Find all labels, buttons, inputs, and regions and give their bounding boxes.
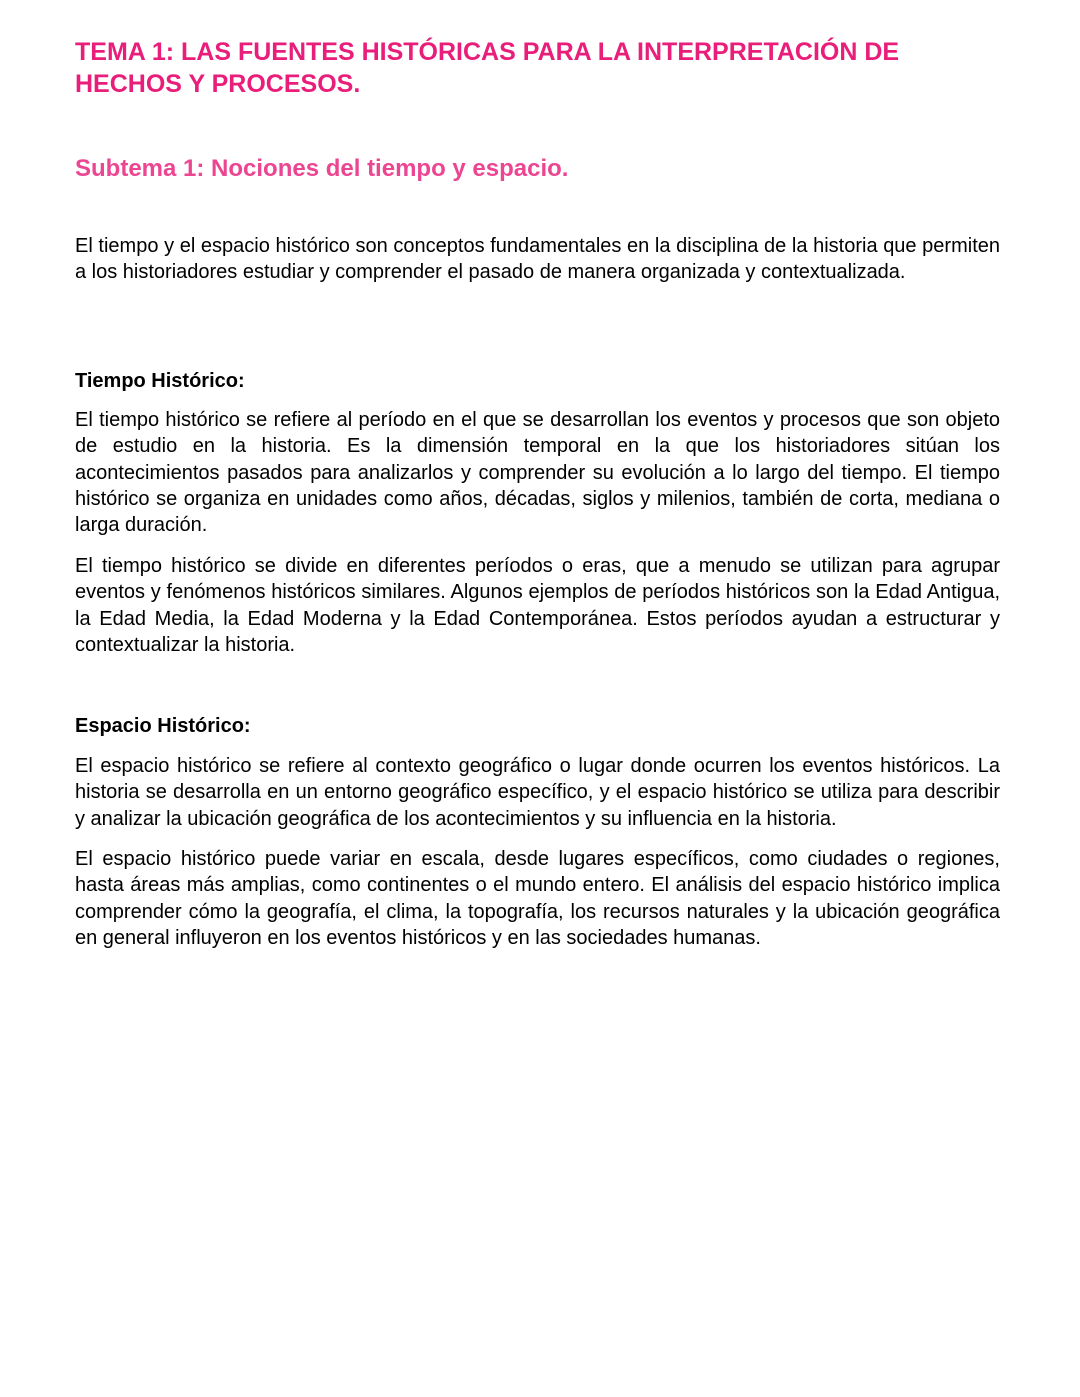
- section-heading-tiempo: Tiempo Histórico:: [75, 370, 245, 392]
- espacio-paragraph-2: El espacio histórico puede variar en escala, desde lugares específicos, como ciudades o regiones, hasta áreas más amplias, como continentes o el mundo entero. El análisis del espacio histórico implica comprender cómo la geografía, el clima, la topografía, los recursos naturales y la ubicación geográfica en general influyeron en los eventos históricos y en las sociedades humanas.: [75, 848, 1000, 949]
- tiempo-paragraph-2: El tiempo histórico se divide en diferentes períodos o eras, que a menudo se utilizan para agrupar eventos y fenómenos históricos similares. Algunos ejemplos de períodos históricos son la Edad Antigua, la Edad Media, la Edad Moderna y la Edad Contemporánea. Estos períodos ayudan a estructurar y contextualizar la historia.: [75, 555, 1000, 656]
- section-heading-espacio: Espacio Histórico:: [75, 715, 251, 737]
- espacio-paragraph-1: El espacio histórico se refiere al contexto geográfico o lugar donde ocurren los eventos históricos. La historia se desarrolla en un entorno geográfico específico, y el espacio histórico se utiliza para describir y analizar la ubicación geográfica de los acontecimientos y su influencia en la historia.: [75, 755, 1000, 830]
- intro-paragraph: El tiempo y el espacio histórico son conceptos fundamentales en la disciplina de la historia que permiten a los historiadores estudiar y comprender el pasado de manera organizada y contextualizada.: [75, 235, 1000, 284]
- page-title: TEMA 1: LAS FUENTES HISTÓRICAS PARA LA INTERPRETACIÓN DE HECHOS Y PROCESOS.: [75, 38, 900, 98]
- tiempo-paragraph-1: El tiempo histórico se refiere al período en el que se desarrollan los eventos y procesos que son objeto de estudio en la historia. Es la dimensión temporal en la que los historiadores sitúan los acontecimientos pasados para analizarlos y comprender su evolución a lo largo del tiempo. El tiempo histórico se organiza en unidades como años, décadas, siglos y milenios, también de corta, mediana o larga duración.: [75, 409, 1000, 537]
- subtitle: Subtema 1: Nociones del tiempo y espacio.: [75, 155, 569, 182]
- document-page: [75, 36, 1000, 949]
